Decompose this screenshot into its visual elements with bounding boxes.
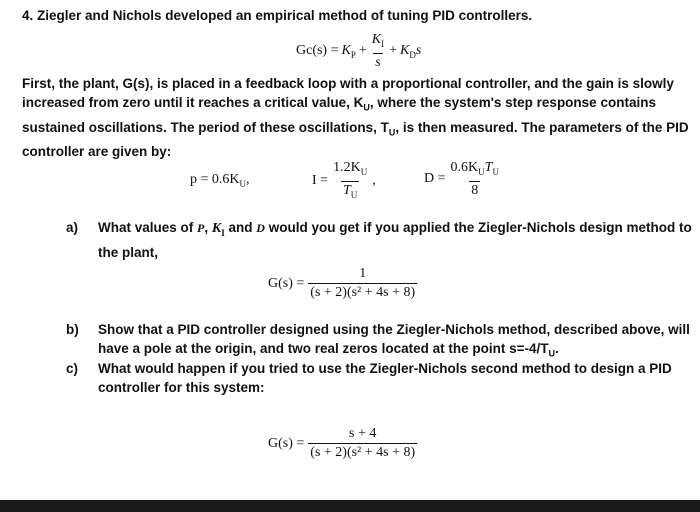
intro-line-2: increased from zero until it reaches a critical value, $K_U$, where the system's step response contains xyxy=(22,95,656,113)
plant-a-equation xyxy=(268,266,417,301)
part-c-line-1: What would happen if you tried to use the Ziegler-Nichols second method to design a PID xyxy=(98,361,672,376)
part-a-text xyxy=(98,218,692,262)
gc-kp: $K_P$ xyxy=(341,43,356,60)
part-a-line-1: What values of P, $K_I$ and D would you get if you applied the Ziegler-Nichols design method to xyxy=(98,220,692,238)
plant-c-lhs: G(s) = xyxy=(268,435,305,451)
question-title-text: Ziegler and Nichols developed an empirical method of tuning PID controllers. xyxy=(37,8,533,23)
gc-ki-fraction: $\frac{K_I}{s}$ xyxy=(371,32,385,70)
question-number: 4. xyxy=(22,8,34,23)
intro-paragraph xyxy=(22,74,692,161)
part-c-label: c) xyxy=(66,361,79,376)
part-b-line-2: have a pole at the origin, and two real zeros located at the point $s=-4/T_U$. xyxy=(98,341,559,359)
part-b-line-1: Show that a PID controller designed using the Ziegler-Nichols method, described above, will xyxy=(98,322,690,337)
question-title xyxy=(22,6,532,25)
intro-line-3: sustained oscillations. The period of these oscillations, $T_U$, is then measured. The parameters of the PID xyxy=(22,119,689,138)
plant-c-equation xyxy=(268,426,417,461)
param-d: D = $\frac{0.6K_UT_U}{8}$ xyxy=(424,160,499,198)
plant-a-lhs: G(s) = xyxy=(268,275,305,291)
plant-c-fraction: $\frac{s + 4}{\text{(s + 2)(s² + 4s + 8)}}$ xyxy=(310,426,416,460)
bottom-edge-bar xyxy=(0,500,700,512)
gc-formula xyxy=(296,32,421,71)
part-a-line-2: the plant, xyxy=(98,244,158,260)
part-c-text xyxy=(98,359,692,397)
param-i: I = $\frac{1.2K_U}{T_U}$ , xyxy=(312,160,376,203)
gc-kd: $K_Ds$ xyxy=(400,43,422,60)
part-b-text xyxy=(98,320,692,364)
gc-plus-2: + xyxy=(389,43,398,59)
part-c-line-2: controller for this system: xyxy=(98,380,265,395)
gc-lhs: Gc(s) = xyxy=(296,43,339,59)
part-a-label: a) xyxy=(66,220,79,235)
intro-line-1: First, the plant, G(s), is placed in a feedback loop with a proportional controller, and the gain is slowly xyxy=(22,76,674,91)
intro-line-4: controller are given by: xyxy=(22,144,172,160)
param-p: $p = 0.6K_U$, xyxy=(190,172,250,189)
part-b-label: b) xyxy=(66,322,79,337)
plant-a-fraction: $\frac{1}{\text{(s + 2)(s² + 4s + 8)}}$ xyxy=(310,266,416,300)
gc-plus-1: + xyxy=(358,43,367,59)
